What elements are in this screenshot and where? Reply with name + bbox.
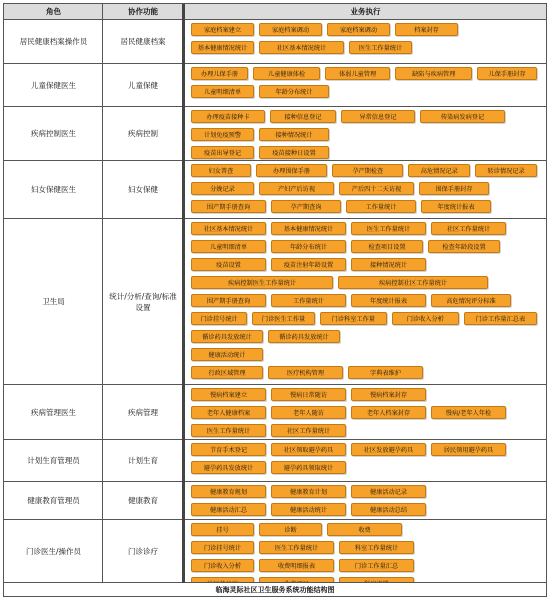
task-button[interactable]: 缺陷与疾病管理 xyxy=(395,67,472,80)
task-button[interactable]: 门诊收入分析 xyxy=(392,312,459,325)
task-button[interactable]: 孕产期检查 xyxy=(332,164,403,177)
function-name: 门诊诊疗 xyxy=(128,546,158,556)
task-button[interactable]: 围产期手册查询 xyxy=(191,200,266,213)
column-divider xyxy=(182,4,185,583)
task-button[interactable]: 社区工作量统计 xyxy=(431,222,506,235)
task-line xyxy=(191,85,542,100)
role-row xyxy=(4,219,546,385)
task-button[interactable]: 围保手册封存 xyxy=(419,182,489,195)
task-button[interactable]: 字典表维护 xyxy=(348,366,423,379)
task-button[interactable]: 慢病档案封存 xyxy=(351,388,426,401)
task-line xyxy=(191,294,542,309)
task-button[interactable]: 节育手术登记 xyxy=(191,443,266,456)
task-button[interactable]: 慢病/老年人年检 xyxy=(431,406,506,419)
task-line xyxy=(191,41,542,56)
role-name: 居民健康档案操作员 xyxy=(19,37,88,46)
task-button[interactable]: 社区领取避孕药具 xyxy=(271,443,346,456)
task-button[interactable]: 健康活动汇总 xyxy=(191,503,266,516)
task-group xyxy=(185,64,546,106)
task-button[interactable]: 健康活动总结 xyxy=(351,503,426,516)
task-button[interactable]: 健康教育计划 xyxy=(271,485,346,498)
task-button[interactable]: 体弱儿童管理 xyxy=(325,67,390,80)
task-button[interactable]: 健康活动统计 xyxy=(191,348,263,361)
task-line xyxy=(191,503,542,518)
task-button[interactable]: 围产期手册查询 xyxy=(191,294,266,307)
role-row xyxy=(4,107,546,161)
task-line xyxy=(191,541,542,556)
task-button[interactable]: 挂号 xyxy=(191,523,254,536)
task-button[interactable]: 医疗机构管理 xyxy=(268,366,343,379)
task-button[interactable]: 儿保手册封存 xyxy=(477,67,537,80)
task-line xyxy=(191,200,542,215)
table-header xyxy=(4,4,546,20)
task-button[interactable]: 诊断 xyxy=(259,523,322,536)
task-group xyxy=(185,20,546,63)
task-line xyxy=(191,23,542,38)
task-button[interactable]: 医生工作量统计 xyxy=(349,41,412,54)
task-button[interactable]: 档案封存 xyxy=(395,23,458,36)
function-structure-table xyxy=(3,3,547,597)
task-button[interactable]: 收费 xyxy=(327,523,402,536)
task-line xyxy=(191,388,542,403)
function-name: 妇女保健 xyxy=(128,185,158,194)
task-button[interactable]: 高危情况评分标准 xyxy=(431,294,511,307)
task-button[interactable]: 产后四十二天访视 xyxy=(339,182,414,195)
role-row xyxy=(4,64,546,107)
task-button[interactable]: 居民领用避孕药具 xyxy=(431,443,506,456)
task-button[interactable]: 基本健康情况统计 xyxy=(271,222,346,235)
task-group xyxy=(185,161,546,218)
role-name: 妇女保健医生 xyxy=(31,185,76,194)
task-button[interactable]: 社区工作量统计 xyxy=(271,424,346,437)
role-row xyxy=(4,482,546,520)
column-divider xyxy=(102,4,103,583)
task-line xyxy=(191,330,542,345)
task-button[interactable]: 健康教育规划 xyxy=(191,485,266,498)
role-name: 疾病控制医生 xyxy=(31,129,76,138)
function-name: 疾病管理 xyxy=(128,407,158,417)
task-button[interactable]: 异常信息登记 xyxy=(341,110,415,123)
task-button[interactable]: 社区基本情况统计 xyxy=(259,41,344,54)
task-button[interactable]: 年龄分布统计 xyxy=(259,85,329,98)
task-button[interactable]: 健康活动记录 xyxy=(351,485,426,498)
task-button[interactable]: 家庭档案调动 xyxy=(259,23,322,36)
task-button[interactable]: 儿童明细清单 xyxy=(191,240,266,253)
task-line xyxy=(191,312,542,327)
role-row xyxy=(4,385,546,440)
function-name: 健康教育 xyxy=(128,496,158,505)
task-line xyxy=(191,67,542,82)
role-row xyxy=(4,440,546,482)
header-role: 角色 xyxy=(46,7,61,16)
task-button[interactable]: 门诊收入分析 xyxy=(191,559,254,572)
task-button[interactable]: 检查年龄段设置 xyxy=(428,240,500,253)
task-button[interactable]: 接种情况统计 xyxy=(351,258,426,271)
task-button[interactable]: 疾病控制医生工作量统计 xyxy=(191,276,333,289)
task-button[interactable]: 医生工作量统计 xyxy=(259,541,334,554)
function-name: 计划生育 xyxy=(128,456,158,465)
task-line xyxy=(191,406,542,421)
task-button[interactable]: 健康活动统计 xyxy=(271,503,346,516)
task-line xyxy=(191,276,542,291)
function-name: 儿童保健 xyxy=(128,80,158,90)
task-button[interactable]: 疫苗设置 xyxy=(191,258,266,271)
role-name: 门诊医生/操作员 xyxy=(25,546,82,556)
task-button[interactable]: 产妇产后访视 xyxy=(259,182,334,195)
task-button[interactable]: 门诊挂号统计 xyxy=(191,541,254,554)
task-button[interactable]: 疾病控制社区工作量统计 xyxy=(338,276,488,289)
task-button[interactable]: 医生工作量统计 xyxy=(351,222,426,235)
function-name: 居民健康档案 xyxy=(120,37,166,46)
task-button[interactable]: 计划免疫预警 xyxy=(191,128,254,141)
header-execution: 业务执行 xyxy=(350,7,381,16)
task-button[interactable]: 门诊挂号统计 xyxy=(191,312,247,325)
task-button[interactable]: 家庭档案建立 xyxy=(191,23,254,36)
task-button[interactable]: 年龄分布统计 xyxy=(271,240,346,253)
task-group xyxy=(185,219,546,384)
task-button[interactable]: 老年人随访 xyxy=(271,406,346,419)
task-button[interactable]: 慢病日常随访 xyxy=(271,388,346,401)
role-row xyxy=(4,161,546,219)
task-group xyxy=(185,440,546,481)
task-button[interactable]: 门诊工作量汇总 xyxy=(339,559,414,572)
task-button[interactable]: 避孕药具领取统计 xyxy=(271,461,346,474)
task-group xyxy=(185,385,546,439)
task-button[interactable]: 妇女普查 xyxy=(191,164,251,177)
task-button[interactable]: 疫苗出导登记 xyxy=(191,146,254,159)
task-button[interactable]: 工作量统计 xyxy=(271,294,346,307)
task-button[interactable]: 工作量统计 xyxy=(346,200,416,213)
task-line xyxy=(191,222,542,237)
task-group xyxy=(185,482,546,519)
header-function: 协作功能 xyxy=(128,7,158,16)
task-button[interactable]: 慢病档案建立 xyxy=(191,388,266,401)
task-line xyxy=(191,559,542,574)
task-button[interactable]: 社区基本情况统计 xyxy=(191,222,266,235)
role-name: 健康教育管理员 xyxy=(27,496,80,505)
task-button[interactable]: 儿童明细清单 xyxy=(191,85,254,98)
function-name: 疾病控制 xyxy=(128,129,158,138)
task-button[interactable]: 接种情况统计 xyxy=(259,128,329,141)
task-line xyxy=(191,348,542,363)
task-line xyxy=(191,128,542,143)
task-line xyxy=(191,182,542,197)
function-name: 统计/分析/查询/标准设置 xyxy=(109,291,177,312)
task-button[interactable]: 传染病发病登记 xyxy=(420,110,505,123)
task-button[interactable]: 年度统计报表 xyxy=(351,294,426,307)
task-line xyxy=(191,424,542,439)
task-button[interactable]: 行政区域管理 xyxy=(191,366,263,379)
task-line xyxy=(191,443,542,458)
task-line xyxy=(191,146,542,161)
task-button[interactable]: 循诊药具发放统计 xyxy=(191,330,263,343)
task-button[interactable]: 分娩记录 xyxy=(191,182,254,195)
task-button[interactable]: 疫苗注射年龄设置 xyxy=(271,258,346,271)
task-button[interactable]: 办理疫苗接种卡 xyxy=(191,110,265,123)
task-button[interactable]: 门诊科室工作量 xyxy=(320,312,387,325)
task-button[interactable]: 办理围保手册 xyxy=(256,164,327,177)
task-button[interactable]: 门诊医生工作量 xyxy=(252,312,315,325)
role-name: 儿童保健医生 xyxy=(31,80,76,90)
role-name: 卫生局 xyxy=(42,297,65,306)
task-line xyxy=(191,164,542,179)
task-line xyxy=(191,258,542,273)
task-button[interactable]: 收费明细报表 xyxy=(259,559,334,572)
task-group xyxy=(185,107,546,160)
task-line xyxy=(191,240,542,255)
task-button[interactable]: 门诊工作量汇总表 xyxy=(464,312,537,325)
task-button[interactable]: 医生工作量统计 xyxy=(191,424,266,437)
task-button[interactable]: 避孕药具发放统计 xyxy=(191,461,266,474)
task-line xyxy=(191,485,542,500)
task-button[interactable]: 检查项目设置 xyxy=(351,240,423,253)
task-button[interactable]: 老年人健康档案 xyxy=(191,406,266,419)
task-button[interactable]: 儿童健康体检 xyxy=(253,67,320,80)
diagram-caption: 临海灵际社区卫生服务系统功能结构图 xyxy=(4,582,546,596)
task-line xyxy=(191,523,542,538)
task-button[interactable]: 循诊药具发放统计 xyxy=(268,330,340,343)
task-line xyxy=(191,366,542,381)
task-button[interactable]: 高危情况记录 xyxy=(408,164,470,177)
task-line xyxy=(191,461,542,476)
task-button[interactable]: 社区发放避孕药具 xyxy=(351,443,426,456)
task-button[interactable]: 老年人档案封存 xyxy=(351,406,426,419)
role-row xyxy=(4,520,546,583)
task-button[interactable]: 接种信息登记 xyxy=(270,110,336,123)
role-name: 计划生育管理员 xyxy=(27,456,80,465)
task-button[interactable]: 基本健康情况统计 xyxy=(191,41,254,54)
task-group xyxy=(185,520,546,582)
task-button[interactable]: 科室工作量统计 xyxy=(339,541,414,554)
task-button[interactable]: 年度统计报表 xyxy=(421,200,491,213)
task-button[interactable]: 转诊情况记录 xyxy=(475,164,537,177)
task-button[interactable]: 办理儿保手册 xyxy=(191,67,248,80)
task-button[interactable]: 疫苗接种日设置 xyxy=(259,146,329,159)
role-name: 疾病管理医生 xyxy=(31,407,76,417)
task-line xyxy=(191,110,542,125)
role-row xyxy=(4,20,546,64)
task-button[interactable]: 孕产期查询 xyxy=(271,200,341,213)
task-button[interactable]: 家庭档案调动 xyxy=(327,23,390,36)
